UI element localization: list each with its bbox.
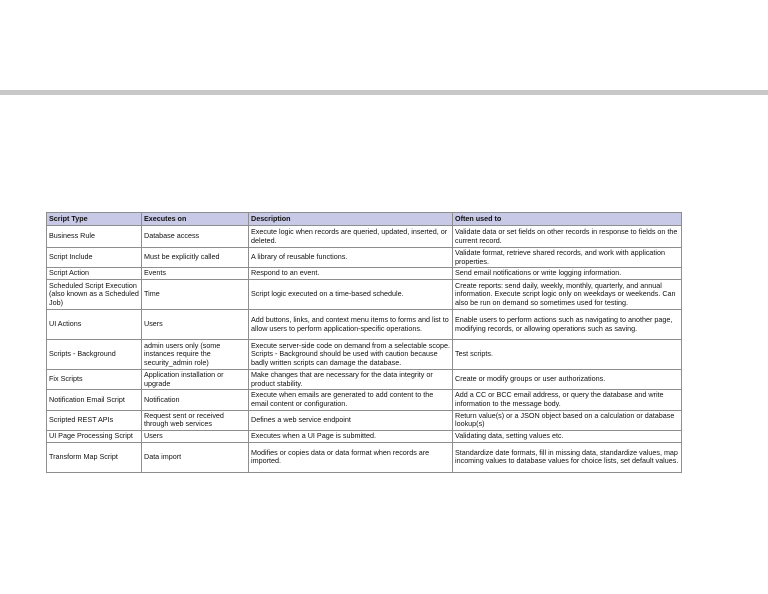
table-cell: Execute server-side code on demand from a selectable scope. Scripts - Background should be used with caution because badly written scripts can damage the database. bbox=[249, 340, 453, 370]
table-cell: Scripts - Background bbox=[47, 340, 142, 370]
table-cell: Script Include bbox=[47, 248, 142, 268]
table-row bbox=[47, 310, 682, 340]
script-types-table-container bbox=[46, 212, 681, 473]
table-cell: Notification Email Script bbox=[47, 390, 142, 410]
table-cell: Users bbox=[142, 310, 249, 340]
table-row bbox=[47, 340, 682, 370]
table-row bbox=[47, 248, 682, 268]
table-row bbox=[47, 390, 682, 410]
table-cell: Test scripts. bbox=[453, 340, 682, 370]
table-row bbox=[47, 410, 682, 430]
table-cell: Business Rule bbox=[47, 226, 142, 248]
table-cell: Modifies or copies data or data format when records are imported. bbox=[249, 442, 453, 472]
header-divider-bar bbox=[0, 90, 768, 95]
table-body bbox=[47, 226, 682, 473]
table-cell: Scripted REST APIs bbox=[47, 410, 142, 430]
table-cell: Validate format, retrieve shared records, and work with application properties. bbox=[453, 248, 682, 268]
table-cell: Must be explicitly called bbox=[142, 248, 249, 268]
table-cell: Notification bbox=[142, 390, 249, 410]
table-cell: Send email notifications or write logging information. bbox=[453, 268, 682, 280]
table-cell: Users bbox=[142, 430, 249, 442]
table-cell: Executes when a UI Page is submitted. bbox=[249, 430, 453, 442]
table-row bbox=[47, 226, 682, 248]
table-cell: Standardize date formats, fill in missing data, standardize values, map incoming values to database values for choice lists, set default values. bbox=[453, 442, 682, 472]
column-header-executes-on: Executes on bbox=[142, 213, 249, 226]
table-cell: Request sent or received through web services bbox=[142, 410, 249, 430]
table-cell: Transform Map Script bbox=[47, 442, 142, 472]
table-cell: Enable users to perform actions such as navigating to another page, modifying records, or allowing operations such as saving. bbox=[453, 310, 682, 340]
table-cell: Execute when emails are generated to add content to the email content or configuration. bbox=[249, 390, 453, 410]
table-cell: Defines a web service endpoint bbox=[249, 410, 453, 430]
column-header-description: Description bbox=[249, 213, 453, 226]
table-cell: Fix Scripts bbox=[47, 370, 142, 390]
table-header bbox=[47, 213, 682, 226]
table-cell: Make changes that are necessary for the data integrity or product stability. bbox=[249, 370, 453, 390]
table-row bbox=[47, 370, 682, 390]
table-cell: Create or modify groups or user authorizations. bbox=[453, 370, 682, 390]
table-cell: Respond to an event. bbox=[249, 268, 453, 280]
column-header-often-used-to: Often used to bbox=[453, 213, 682, 226]
table-cell: Add buttons, links, and context menu items to forms and list to allow users to perform application-specific operations. bbox=[249, 310, 453, 340]
table-cell: Validate data or set fields on other records in response to fields on the current record. bbox=[453, 226, 682, 248]
table-cell: Create reports: send daily, weekly, monthly, quarterly, and annual information. Execute script logic only on weekdays or weekends. Can also be run on demand so sometimes used for testing. bbox=[453, 280, 682, 310]
table-cell: UI Actions bbox=[47, 310, 142, 340]
table-cell: Events bbox=[142, 268, 249, 280]
table-cell: Data import bbox=[142, 442, 249, 472]
table-cell: A library of reusable functions. bbox=[249, 248, 453, 268]
table-cell: Scheduled Script Execution (also known as a Scheduled Job) bbox=[47, 280, 142, 310]
table-row bbox=[47, 268, 682, 280]
script-types-table bbox=[46, 212, 682, 473]
table-cell: Execute logic when records are queried, updated, inserted, or deleted. bbox=[249, 226, 453, 248]
table-cell: Validating data, setting values etc. bbox=[453, 430, 682, 442]
table-cell: Script Action bbox=[47, 268, 142, 280]
table-cell: Database access bbox=[142, 226, 249, 248]
column-header-script-type: Script Type bbox=[47, 213, 142, 226]
table-row bbox=[47, 442, 682, 472]
table-header-row bbox=[47, 213, 682, 226]
table-row bbox=[47, 280, 682, 310]
table-cell: Add a CC or BCC email address, or query the database and write information to the message body. bbox=[453, 390, 682, 410]
table-cell: Return value(s) or a JSON object based on a calculation or database lookup(s) bbox=[453, 410, 682, 430]
table-cell: Script logic executed on a time-based schedule. bbox=[249, 280, 453, 310]
table-cell: Application installation or upgrade bbox=[142, 370, 249, 390]
table-row bbox=[47, 430, 682, 442]
table-cell: UI Page Processing Script bbox=[47, 430, 142, 442]
table-cell: admin users only (some instances require the security_admin role) bbox=[142, 340, 249, 370]
table-cell: Time bbox=[142, 280, 249, 310]
